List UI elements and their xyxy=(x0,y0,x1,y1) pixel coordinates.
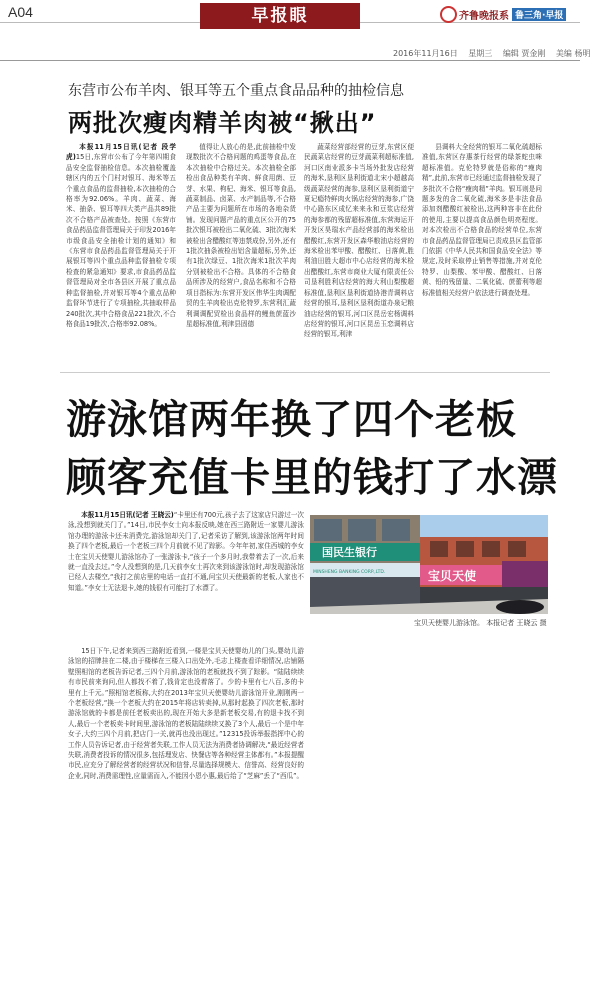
article2-byline: 本报11月15日讯(记者 王晓云) xyxy=(81,511,174,519)
bank-sign: 国民生银行 xyxy=(322,546,377,559)
bank-sign-en: MINSHENG BANKING CORP.,LTD. xyxy=(313,570,386,575)
article-divider xyxy=(60,372,550,373)
article1-byline: 本报11月15日讯(记者 段学虎) xyxy=(66,143,176,162)
shop-sign: 宝贝天使 xyxy=(428,569,477,583)
article1-column-2 xyxy=(186,142,296,360)
meta-rule xyxy=(0,60,580,61)
article1-col1-text: 15日,东营市公布了今年第四期食品安全监督抽检信息。本次抽检覆盖辖区内的五个门村对银耳、海米等五个重点食品的监督抽检,本次抽检的合格率为92.06%。羊肉、蔬菜、海米、抽条、银耳等四大类产品共89批次不合格产品被查处。按照《东营市食品药品监督管理局关于印发2016年市级食品安全抽检计划的通知》和《东营市食品药品监督管理局关于开展银耳等四个重点品种监督抽检专项检查的紧急通知》要求,市食品药品监督管理局对全市各县区开展了重点品种监督抽检,并对银耳等4个重点品种监督环节进行了专项抽检,共抽取样品240批次,其中合格食品221批次,不合格食品19批次,合格率92.08%。 xyxy=(66,153,176,328)
article1-col4-text: 县调料大全经营的银耳二氧化硫超标准值,东营区存惠茶行经营的绿茶蛇虫咪超标准值。克伦特罗就是俗称的“瘦肉精”,此前,东营市已经通过监督抽检发现了多批次不合格“瘦肉精”羊肉。银耳则是问题多发的含二氧化硫,海米多是非法食品添加剂醋酸红被检出,这两种容非在此份的使用,主要以提高食品颜色明亮程度。对本次检出不合格食品的经营单位,东营市食品药品监督管理局已责成县区监管部门依据《中华人民共和国食品安全法》等规定,及时采取停止销售等措施,并对克伦特罗、山梨酸、苯甲酸、醋酸红、日落黄、铅的残留量、二氧化硫、蔗蕾利等超标准值相关经营户依法进行调查处理。 xyxy=(422,143,542,297)
article2-headline-line1: 游泳馆两年换了四个老板 xyxy=(66,397,517,443)
article1-column-3 xyxy=(304,142,414,360)
masthead-logo xyxy=(440,5,566,23)
article1-col2-text: 值得让人放心的是,此前抽检中发现数批次不合格问题的鸡蛋等食品,在本次抽检中合格过关。本次抽检全部检出食品种类有羊肉、鲜食用菌、豆芽、水果、枸杞、海米、银耳等食品,蔬菜制品、卤菜、水产制品等,不合格产品主要为问题所在市场的各地杂货铺。发现问题产品的重点区公开的75批次银耳被检出二氧化硫、3批次海米被检出含醋酸红等违禁成份,另外,还有1批次抽条被检出铝含量超标,另外,还有1批次绿豆、1批次海米1批次羊肉分别被检出不合格。具体的不合格食品所涉及的经营户,食品名称和不合格项目指标为:东营开发区伟华生肉调配贸的生羊肉检出克伦特罗,东营利汇蔬利调调配贸检出食品样的鲤鱼蔗蓝沙星超标准值,利津县固德 xyxy=(186,143,296,328)
article2-col1-text: “卡里还有700元,孩子去了这家店只游过一次泳,没想到就关门了。”14日,市民李女士向本报反映,她在西三路附近一家婴儿游泳馆办理的游泳卡还未消费完,游泳馆却关门了,记者采访了解到,该游泳馆两年时间换了四个老板,最后一个老板三四个月前就不见了踪影。今年年初,家住西城的李女士在宝贝天使婴儿游泳馆办了一张游泳卡,“孩子一个多月时,我带着去了一次,后来就一直没去过。”令人没想到的是,几天前李女士再次来到该游泳馆时,却发现游泳馆已经人去楼空,“我打之前店里的电话一直打不通,问宝贝天使最新的老板,人家也不知道。”李女士无法退卡,她的钱很有可能打了水漂了。 xyxy=(68,511,305,592)
issue-meta xyxy=(393,48,598,59)
page-number: A04 xyxy=(8,4,33,20)
article1-kicker: 东营市公布羊肉、银耳等五个重点食品品种的抽检信息 xyxy=(68,83,404,99)
article1-col3-text: 蔬菜经营部经营的豆芽,东营区便民蔬菜店经营的豆芽蔬菜利超标准值,河口区南业派多卡当场外批发店经营的海米,垦利区垦利街道北宋小超越高级蔬菜经营的海参,垦利区垦利街道宁夏记瘾特鲜肉火锅店经营的海参,广饶中心路东区成忆来来永和豆浆店经营的海参都的残留超标准值,东营海运开开发区昊瑞水产品经营部的海米检出醋酸红,东营开发区森华粮油店经营的海米检出苯甲酸、醋酸红、日落黄,胜利油田胜大超市中心店经营的海米检出醋酸红,东营市商业大厦有限责任公司垦利胜利店经营的海大利山梨酸超标准值,垦利区垦利街道协港青调料店经营的银耳,垦利区垦利街道办泉记粮油店经营的银耳,河口区昆岳宏杨调料店经营的银耳,河口区昆岳玉恋调料店经营的银耳,利津 xyxy=(304,143,414,339)
logo-name: 齐鲁晚报 xyxy=(459,10,499,22)
logo-suffix: 系 xyxy=(499,10,509,22)
section-title: 早报眼 xyxy=(200,3,360,29)
issue-designer: 美编 杨明 xyxy=(555,49,591,58)
article1-column-1 xyxy=(66,142,176,360)
logo-seal-icon xyxy=(440,6,457,23)
article1-headline: 两批次瘦肉精羊肉被“揪出” xyxy=(68,109,377,137)
photo-caption: 宝贝天使婴儿游泳馆。 本报记者 王晓云 摄 xyxy=(414,619,547,627)
article2-column-2 xyxy=(68,646,304,846)
issue-weekday: 星期三 xyxy=(468,49,493,58)
article2-col2-text: 15日下午,记者来到西三路附近看到,一楼是宝贝天使婴幼儿的门头,婴幼儿游泳馆的招牌挂在二楼,由于楼梯在三楼入口出处外,毛志上楼查看详细情况,店铺隔壁照相馆的老板告诉记者,三四个月前,游泳馆的老板就找不到了踪影。“陆陆续续有市民前来询问,但人都找不着了,钱肯定也没着落了。少的卡里有七八百,多的卡里有上千元。”照相馆老板称,大约在2013年宝贝天使婴幼儿游泳馆开业,刚刚两一个老板经营,“换一个老板大约在2015年将店转卖掉,从那时起换了四次老板,那时游泳馆就的卡都是前任老板卖出的,现在开始大多是新老板交易,有的退卡找不到人,最后一个老板卖卡时间里,游泳馆的老板陆陆续续又换了3个人,最后一个是中年女子,大约三四个月前,把店门一关,就再也没出现过。”12315投诉举报指挥中心的工作人员告诉记者,由于经营者失联,工作人员无法为消费者协调解决,“最近经营者失联,消费者投诉的情况很多,包括理发店、快餐店等各种经营主体都有。”本报提醒市民,应充分了解经营者的经营状况和信誉,尽量选择规模大、信誉高、经营良好的企业,同时,消费需理性,应量需而入,不能因小恩小惠,最后给了“芝麻”丢了“西瓜”。 xyxy=(68,647,304,780)
issue-editor: 编辑 贾金刚 xyxy=(502,49,546,58)
issue-date: 2016年11月16日 xyxy=(393,49,458,58)
storefront-illustration xyxy=(310,515,548,614)
logo-tag: 鲁三角·早报 xyxy=(512,8,566,21)
article2-headline-line2: 顾客充值卡里的钱打了水漂 xyxy=(66,455,558,501)
article1-column-4 xyxy=(422,142,542,360)
article2-column-1 xyxy=(68,510,304,642)
storefront-photo xyxy=(310,515,548,614)
